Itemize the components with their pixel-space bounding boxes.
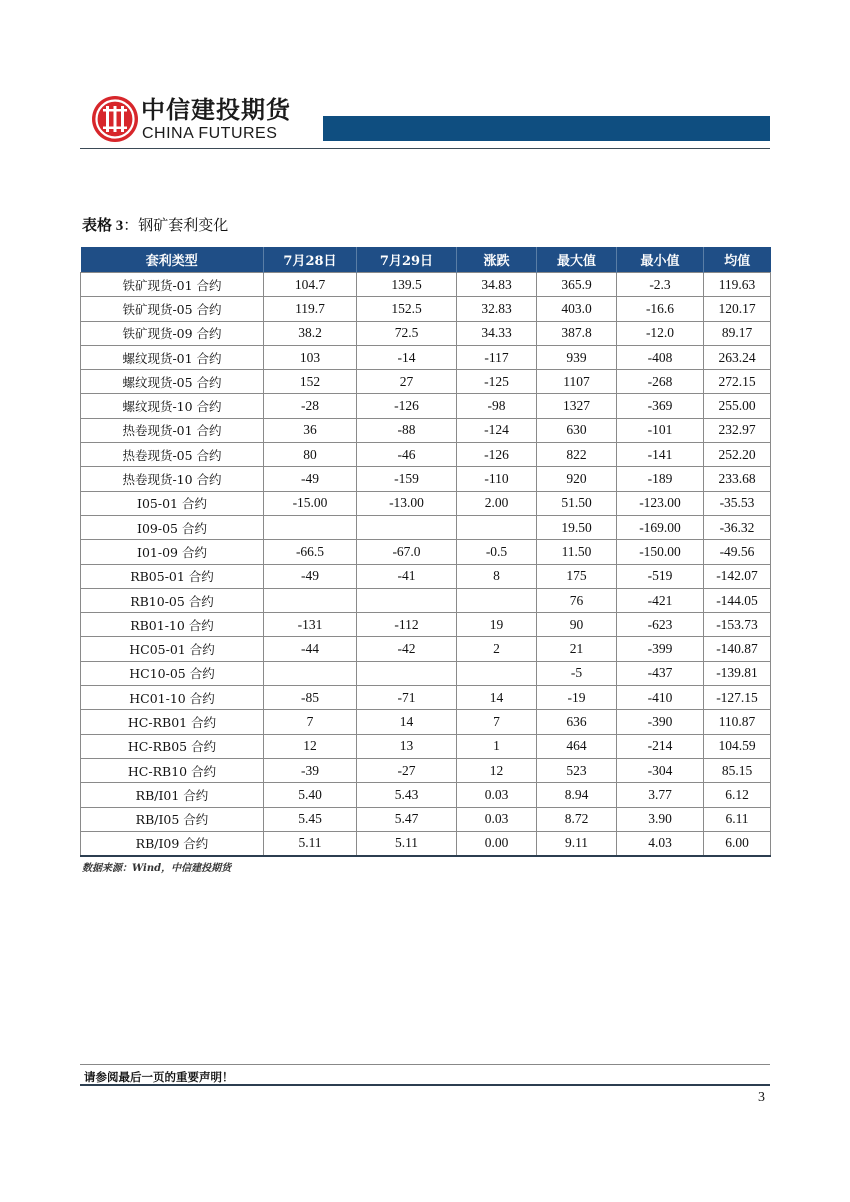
table-cell: -101 bbox=[617, 418, 704, 442]
footer-divider-top bbox=[80, 1064, 770, 1065]
table-cell: 5.40 bbox=[264, 783, 357, 807]
table-row bbox=[81, 515, 771, 539]
table-row bbox=[81, 637, 771, 661]
table-cell: -124 bbox=[457, 418, 537, 442]
table-cell: -13.00 bbox=[357, 491, 457, 515]
table-cell: -44 bbox=[264, 637, 357, 661]
table-cell: 38.2 bbox=[264, 321, 357, 345]
table-cell: 255.00 bbox=[704, 394, 771, 418]
row-label: HC-RB01 合约 bbox=[81, 710, 264, 734]
disclaimer-note: 请参阅最后一页的重要声明！ bbox=[84, 1070, 234, 1084]
table-row bbox=[81, 467, 771, 491]
table-cell: -117 bbox=[457, 345, 537, 369]
table-row bbox=[81, 831, 771, 856]
table-cell: -126 bbox=[357, 394, 457, 418]
table-row bbox=[81, 370, 771, 394]
table-cell: 920 bbox=[537, 467, 617, 491]
table-row bbox=[81, 686, 771, 710]
table-cell: 1 bbox=[457, 734, 537, 758]
table-row bbox=[81, 613, 771, 637]
table-cell bbox=[457, 515, 537, 539]
table-cell: 104.7 bbox=[264, 273, 357, 297]
table-cell: -110 bbox=[457, 467, 537, 491]
table-cell: -36.32 bbox=[704, 515, 771, 539]
table-row bbox=[81, 758, 771, 782]
table-cell: -127.15 bbox=[704, 686, 771, 710]
table-caption bbox=[82, 214, 228, 235]
table-cell: -125 bbox=[457, 370, 537, 394]
table-cell: -214 bbox=[617, 734, 704, 758]
table-cell: 5.45 bbox=[264, 807, 357, 831]
row-label: HC-RB05 合约 bbox=[81, 734, 264, 758]
table-cell: 34.33 bbox=[457, 321, 537, 345]
table-row bbox=[81, 710, 771, 734]
china-futures-logo-icon bbox=[91, 95, 139, 143]
table-cell bbox=[457, 588, 537, 612]
table-cell: -410 bbox=[617, 686, 704, 710]
row-label: I01-09 合约 bbox=[81, 540, 264, 564]
table-row bbox=[81, 588, 771, 612]
table-cell: -49 bbox=[264, 467, 357, 491]
table-header-row bbox=[81, 247, 771, 273]
table-cell: -159 bbox=[357, 467, 457, 491]
table-cell: -141 bbox=[617, 443, 704, 467]
table-cell: 636 bbox=[537, 710, 617, 734]
table-cell: -304 bbox=[617, 758, 704, 782]
table-cell: 152.5 bbox=[357, 297, 457, 321]
table-cell: -140.87 bbox=[704, 637, 771, 661]
table-cell: -41 bbox=[357, 564, 457, 588]
table-cell: 2 bbox=[457, 637, 537, 661]
table-cell: -46 bbox=[357, 443, 457, 467]
table-cell: 14 bbox=[357, 710, 457, 734]
row-label: HC01-10 合约 bbox=[81, 686, 264, 710]
table-cell: -142.07 bbox=[704, 564, 771, 588]
table-row bbox=[81, 394, 771, 418]
table-cell: -71 bbox=[357, 686, 457, 710]
table-cell: -408 bbox=[617, 345, 704, 369]
table-cell: 403.0 bbox=[537, 297, 617, 321]
table-cell bbox=[264, 515, 357, 539]
row-label: HC05-01 合约 bbox=[81, 637, 264, 661]
header-divider bbox=[80, 148, 770, 149]
table-cell: -123.00 bbox=[617, 491, 704, 515]
table-cell: -623 bbox=[617, 613, 704, 637]
table-cell: -5 bbox=[537, 661, 617, 685]
table-cell: 464 bbox=[537, 734, 617, 758]
table-cell: 9.11 bbox=[537, 831, 617, 856]
table-row bbox=[81, 297, 771, 321]
table-cell bbox=[357, 588, 457, 612]
table-cell: 19 bbox=[457, 613, 537, 637]
row-label: 铁矿现货-05 合约 bbox=[81, 297, 264, 321]
table-row bbox=[81, 491, 771, 515]
table-cell: -390 bbox=[617, 710, 704, 734]
table-cell: 252.20 bbox=[704, 443, 771, 467]
table-row bbox=[81, 443, 771, 467]
table-cell: 36 bbox=[264, 418, 357, 442]
table-cell: -27 bbox=[357, 758, 457, 782]
column-header: 最大值 bbox=[537, 247, 617, 273]
table-cell: -88 bbox=[357, 418, 457, 442]
table-cell: -268 bbox=[617, 370, 704, 394]
table-cell: 120.17 bbox=[704, 297, 771, 321]
column-header: 套利类型 bbox=[81, 247, 264, 273]
row-label: 铁矿现货-09 合约 bbox=[81, 321, 264, 345]
caption-prefix: 表格 3 bbox=[82, 218, 124, 234]
row-label: 铁矿现货-01 合约 bbox=[81, 273, 264, 297]
table-cell: -49 bbox=[264, 564, 357, 588]
table-cell: 4.03 bbox=[617, 831, 704, 856]
table-row bbox=[81, 661, 771, 685]
table-cell: 272.15 bbox=[704, 370, 771, 394]
table-cell: 89.17 bbox=[704, 321, 771, 345]
table-cell: -150.00 bbox=[617, 540, 704, 564]
table-cell: 76 bbox=[537, 588, 617, 612]
table-cell: 14 bbox=[457, 686, 537, 710]
table-cell bbox=[357, 661, 457, 685]
table-cell: 5.47 bbox=[357, 807, 457, 831]
spread-table bbox=[80, 247, 771, 857]
table-row bbox=[81, 807, 771, 831]
row-label: RB/I01 合约 bbox=[81, 783, 264, 807]
table-cell: 365.9 bbox=[537, 273, 617, 297]
row-label: RB05-01 合约 bbox=[81, 564, 264, 588]
table-cell: 6.12 bbox=[704, 783, 771, 807]
table-cell: -39 bbox=[264, 758, 357, 782]
table-cell: -126 bbox=[457, 443, 537, 467]
row-label: I09-05 合约 bbox=[81, 515, 264, 539]
table-row bbox=[81, 540, 771, 564]
column-header: 涨跌 bbox=[457, 247, 537, 273]
table-cell: -28 bbox=[264, 394, 357, 418]
table-cell: 8 bbox=[457, 564, 537, 588]
brand-name-cn: 中信建投期货 bbox=[141, 96, 291, 124]
table-cell: 103 bbox=[264, 345, 357, 369]
table-cell: 32.83 bbox=[457, 297, 537, 321]
table-cell: 7 bbox=[457, 710, 537, 734]
brand-name-en: CHINA FUTURES bbox=[142, 125, 278, 142]
table-cell: 72.5 bbox=[357, 321, 457, 345]
table-row bbox=[81, 783, 771, 807]
data-source-note: 数据来源：Wind，中信建投期货 bbox=[82, 863, 232, 874]
table-cell: 152 bbox=[264, 370, 357, 394]
row-label: 热卷现货-01 合约 bbox=[81, 418, 264, 442]
table-cell: -66.5 bbox=[264, 540, 357, 564]
table-cell: 6.00 bbox=[704, 831, 771, 856]
table-cell: 12 bbox=[457, 758, 537, 782]
table-row bbox=[81, 321, 771, 345]
table-row bbox=[81, 418, 771, 442]
table-cell: -144.05 bbox=[704, 588, 771, 612]
table-cell: -16.6 bbox=[617, 297, 704, 321]
table-cell: -421 bbox=[617, 588, 704, 612]
table-cell: 822 bbox=[537, 443, 617, 467]
table-cell: 5.43 bbox=[357, 783, 457, 807]
header-bar bbox=[323, 116, 770, 141]
table-cell: 3.90 bbox=[617, 807, 704, 831]
table-cell: 12 bbox=[264, 734, 357, 758]
row-label: HC10-05 合约 bbox=[81, 661, 264, 685]
column-header: 均值 bbox=[704, 247, 771, 273]
table-cell: 119.7 bbox=[264, 297, 357, 321]
table-cell: 0.03 bbox=[457, 783, 537, 807]
table-row bbox=[81, 734, 771, 758]
table-cell: -35.53 bbox=[704, 491, 771, 515]
table-cell: -2.3 bbox=[617, 273, 704, 297]
row-label: I05-01 合约 bbox=[81, 491, 264, 515]
table-cell: 175 bbox=[537, 564, 617, 588]
table-cell: -67.0 bbox=[357, 540, 457, 564]
table-cell: 1107 bbox=[537, 370, 617, 394]
table-cell: -189 bbox=[617, 467, 704, 491]
table-cell: 3.77 bbox=[617, 783, 704, 807]
table-cell: 1327 bbox=[537, 394, 617, 418]
table-cell: 5.11 bbox=[264, 831, 357, 856]
table-cell: -12.0 bbox=[617, 321, 704, 345]
table-cell: -131 bbox=[264, 613, 357, 637]
table-cell: 5.11 bbox=[357, 831, 457, 856]
table-cell bbox=[357, 515, 457, 539]
table-cell: -42 bbox=[357, 637, 457, 661]
table-row bbox=[81, 345, 771, 369]
table-cell bbox=[457, 661, 537, 685]
table-cell: 263.24 bbox=[704, 345, 771, 369]
column-header: 最小值 bbox=[617, 247, 704, 273]
table-cell: 630 bbox=[537, 418, 617, 442]
table-cell: 387.8 bbox=[537, 321, 617, 345]
table-cell: -139.81 bbox=[704, 661, 771, 685]
row-label: 螺纹现货-05 合约 bbox=[81, 370, 264, 394]
table-cell: 119.63 bbox=[704, 273, 771, 297]
table-cell: 104.59 bbox=[704, 734, 771, 758]
table-cell: 233.68 bbox=[704, 467, 771, 491]
table-cell: -112 bbox=[357, 613, 457, 637]
table-cell: 232.97 bbox=[704, 418, 771, 442]
table-cell: 139.5 bbox=[357, 273, 457, 297]
table-cell: -169.00 bbox=[617, 515, 704, 539]
table-cell: 19.50 bbox=[537, 515, 617, 539]
page-number: 3 bbox=[758, 1090, 765, 1105]
row-label: 热卷现货-05 合约 bbox=[81, 443, 264, 467]
table-cell: -437 bbox=[617, 661, 704, 685]
table-cell: 523 bbox=[537, 758, 617, 782]
table-cell bbox=[264, 588, 357, 612]
row-label: RB/I05 合约 bbox=[81, 807, 264, 831]
row-label: 螺纹现货-10 合约 bbox=[81, 394, 264, 418]
row-label: 螺纹现货-01 合约 bbox=[81, 345, 264, 369]
row-label: RB01-10 合约 bbox=[81, 613, 264, 637]
table-cell: 7 bbox=[264, 710, 357, 734]
row-label: RB10-05 合约 bbox=[81, 588, 264, 612]
column-header: 7月28日 bbox=[264, 247, 357, 273]
table-cell: -15.00 bbox=[264, 491, 357, 515]
footer-divider-bottom bbox=[80, 1084, 770, 1086]
table-cell: -369 bbox=[617, 394, 704, 418]
caption-title: ：钢矿套利变化 bbox=[123, 216, 229, 234]
table-cell: 2.00 bbox=[457, 491, 537, 515]
table-cell: 90 bbox=[537, 613, 617, 637]
table-cell: 11.50 bbox=[537, 540, 617, 564]
table-cell: -0.5 bbox=[457, 540, 537, 564]
table-cell: 21 bbox=[537, 637, 617, 661]
table-cell: 0.00 bbox=[457, 831, 537, 856]
table-cell bbox=[264, 661, 357, 685]
table-row bbox=[81, 564, 771, 588]
table-cell: 51.50 bbox=[537, 491, 617, 515]
table-body bbox=[81, 273, 771, 857]
table-cell: -153.73 bbox=[704, 613, 771, 637]
table-cell: 34.83 bbox=[457, 273, 537, 297]
table-cell: -85 bbox=[264, 686, 357, 710]
table-cell: 8.72 bbox=[537, 807, 617, 831]
table-cell: -399 bbox=[617, 637, 704, 661]
table-cell: -14 bbox=[357, 345, 457, 369]
table-cell: 85.15 bbox=[704, 758, 771, 782]
row-label: 热卷现货-10 合约 bbox=[81, 467, 264, 491]
column-header: 7月29日 bbox=[357, 247, 457, 273]
table-cell: 13 bbox=[357, 734, 457, 758]
table-cell: 8.94 bbox=[537, 783, 617, 807]
table-cell: 6.11 bbox=[704, 807, 771, 831]
table-cell: -19 bbox=[537, 686, 617, 710]
table-cell: 0.03 bbox=[457, 807, 537, 831]
row-label: RB/I09 合约 bbox=[81, 831, 264, 856]
table-row bbox=[81, 273, 771, 297]
table-cell: 27 bbox=[357, 370, 457, 394]
table-cell: 939 bbox=[537, 345, 617, 369]
table-cell: 110.87 bbox=[704, 710, 771, 734]
table-cell: -49.56 bbox=[704, 540, 771, 564]
table-cell: 80 bbox=[264, 443, 357, 467]
row-label: HC-RB10 合约 bbox=[81, 758, 264, 782]
table-cell: -98 bbox=[457, 394, 537, 418]
table-cell: -519 bbox=[617, 564, 704, 588]
